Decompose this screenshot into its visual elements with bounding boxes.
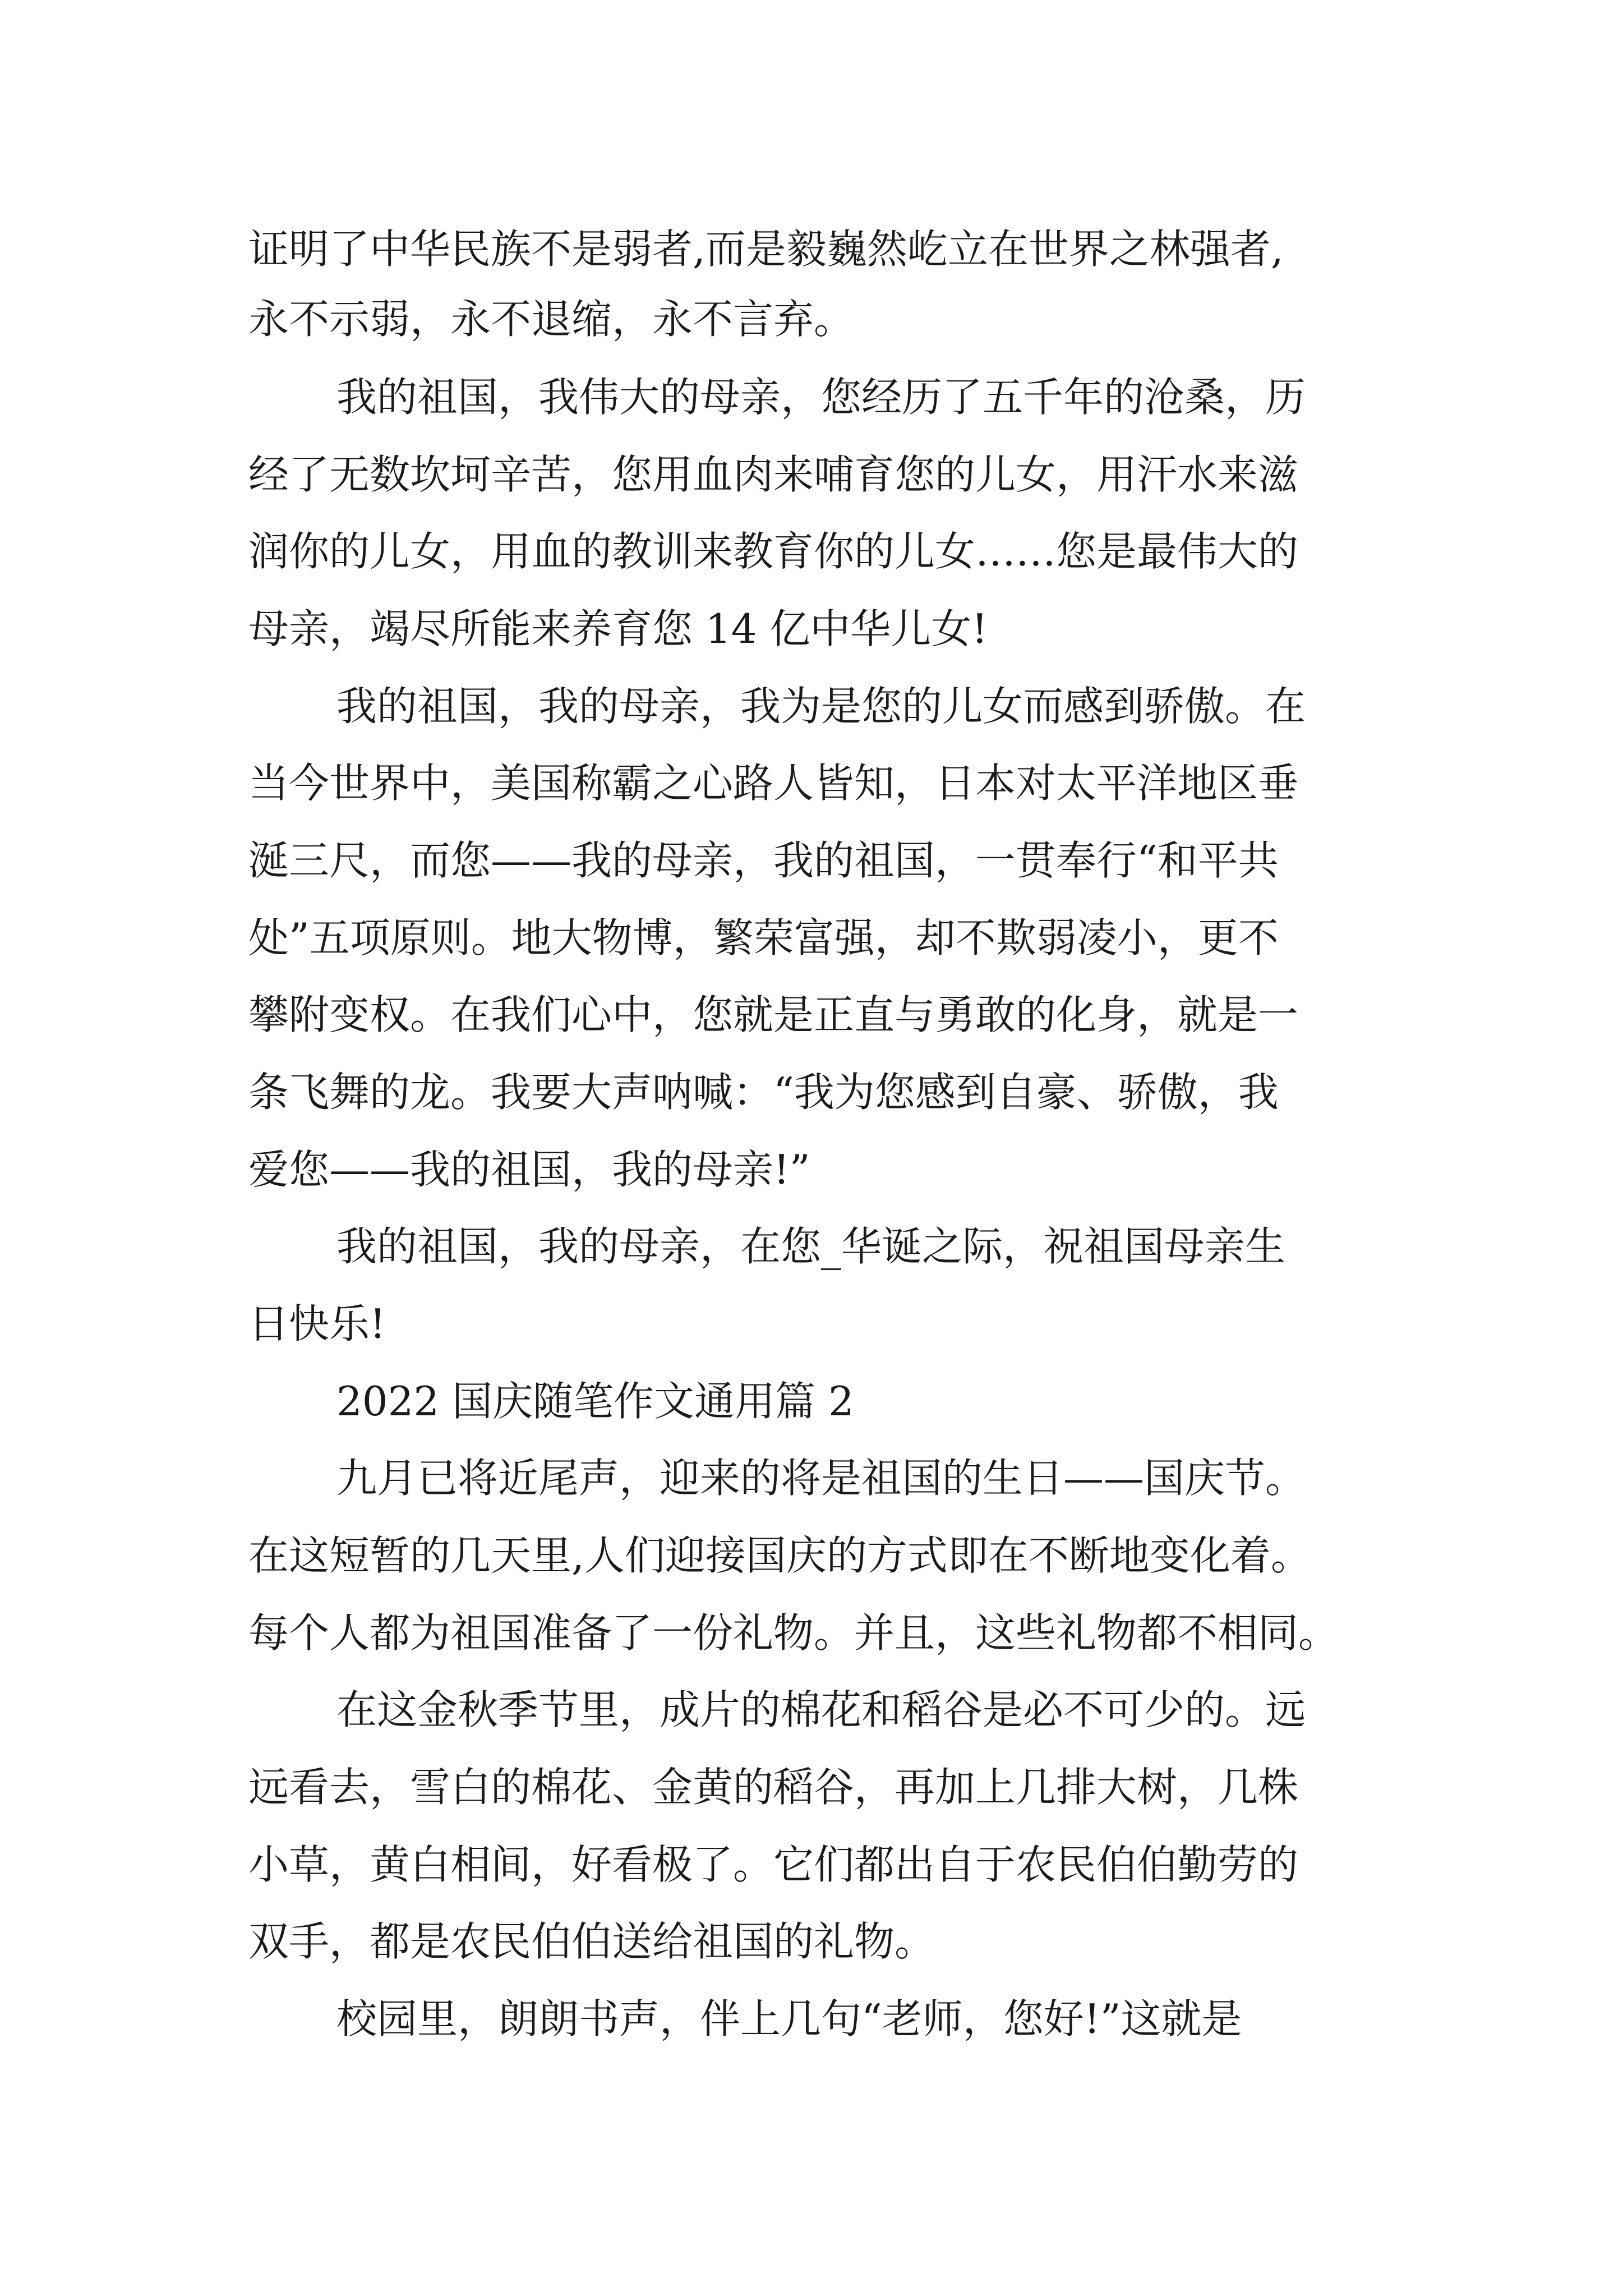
text-line: 每个人都为祖国准备了一份礼物。并且，这些礼物都不相同。 (248, 1609, 1339, 1657)
text-line: 日快乐! (248, 1300, 386, 1347)
text-line: 双手，都是农民伯伯送给祖国的礼物。 (248, 1918, 935, 1965)
section-heading: 2022 国庆随笔作文通用篇 2 (336, 1378, 854, 1425)
text-line: 当今世界中，美国称霸之心路人皆知，日本对太平洋地区垂 (248, 760, 1299, 807)
text-line: 校园里，朗朗书声，伴上几句“老师，您好!”这就是 (336, 1995, 1242, 2042)
text-line: 远看去，雪白的棉花、金黄的稻谷，再加上几排大树，几株 (248, 1764, 1299, 1811)
text-line: 攀附变权。在我们心中，您就是正直与勇敢的化身，就是一 (248, 991, 1299, 1038)
text-line: 处”五项原则。地大物博，繁荣富强，却不欺弱凌小，更不 (248, 914, 1279, 961)
text-line: 涎三尺，而您——我的母亲，我的祖国，一贯奉行“和平共 (248, 837, 1279, 884)
text-line: 母亲，竭尽所能来养育您 14 亿中华儿女! (248, 605, 988, 652)
text-line: 九月已将近尾声，迎来的将是祖国的生日——国庆节。 (336, 1455, 1306, 1502)
text-line: 永不示弱，永不退缩，永不言弃。 (248, 296, 855, 343)
text-line: 证明了中华民族不是弱者,而是毅巍然屹立在世界之林强者, (248, 226, 1284, 273)
text-line: 爱您——我的祖国，我的母亲!” (248, 1146, 810, 1193)
text-line: 经了无数坎坷辛苦，您用血肉来哺育您的儿女，用汗水来滋 (248, 451, 1299, 498)
text-line: 润你的儿女，用血的教训来教育你的儿女……您是最伟大的 (248, 528, 1299, 575)
text-line: 在这短暂的几天里,人们迎接国庆的方式即在不断地变化着。 (248, 1532, 1311, 1579)
text-line: 在这金秋季节里，成片的棉花和稻谷是必不可少的。远 (336, 1686, 1306, 1733)
text-line: 我的祖国，我伟大的母亲，您经历了五千年的沧桑，历 (336, 374, 1306, 421)
text-line: 小草，黄白相间，好看极了。它们都出自于农民伯伯勤劳的 (248, 1841, 1299, 1888)
text-line: 我的祖国，我的母亲，在您_华诞之际，祝祖国母亲生 (336, 1223, 1286, 1270)
text-line: 我的祖国，我的母亲，我为是您的儿女而感到骄傲。在 (336, 683, 1306, 730)
text-line: 条飞舞的龙。我要大声呐喊：“我为您感到自豪、骄傲，我 (248, 1069, 1279, 1116)
